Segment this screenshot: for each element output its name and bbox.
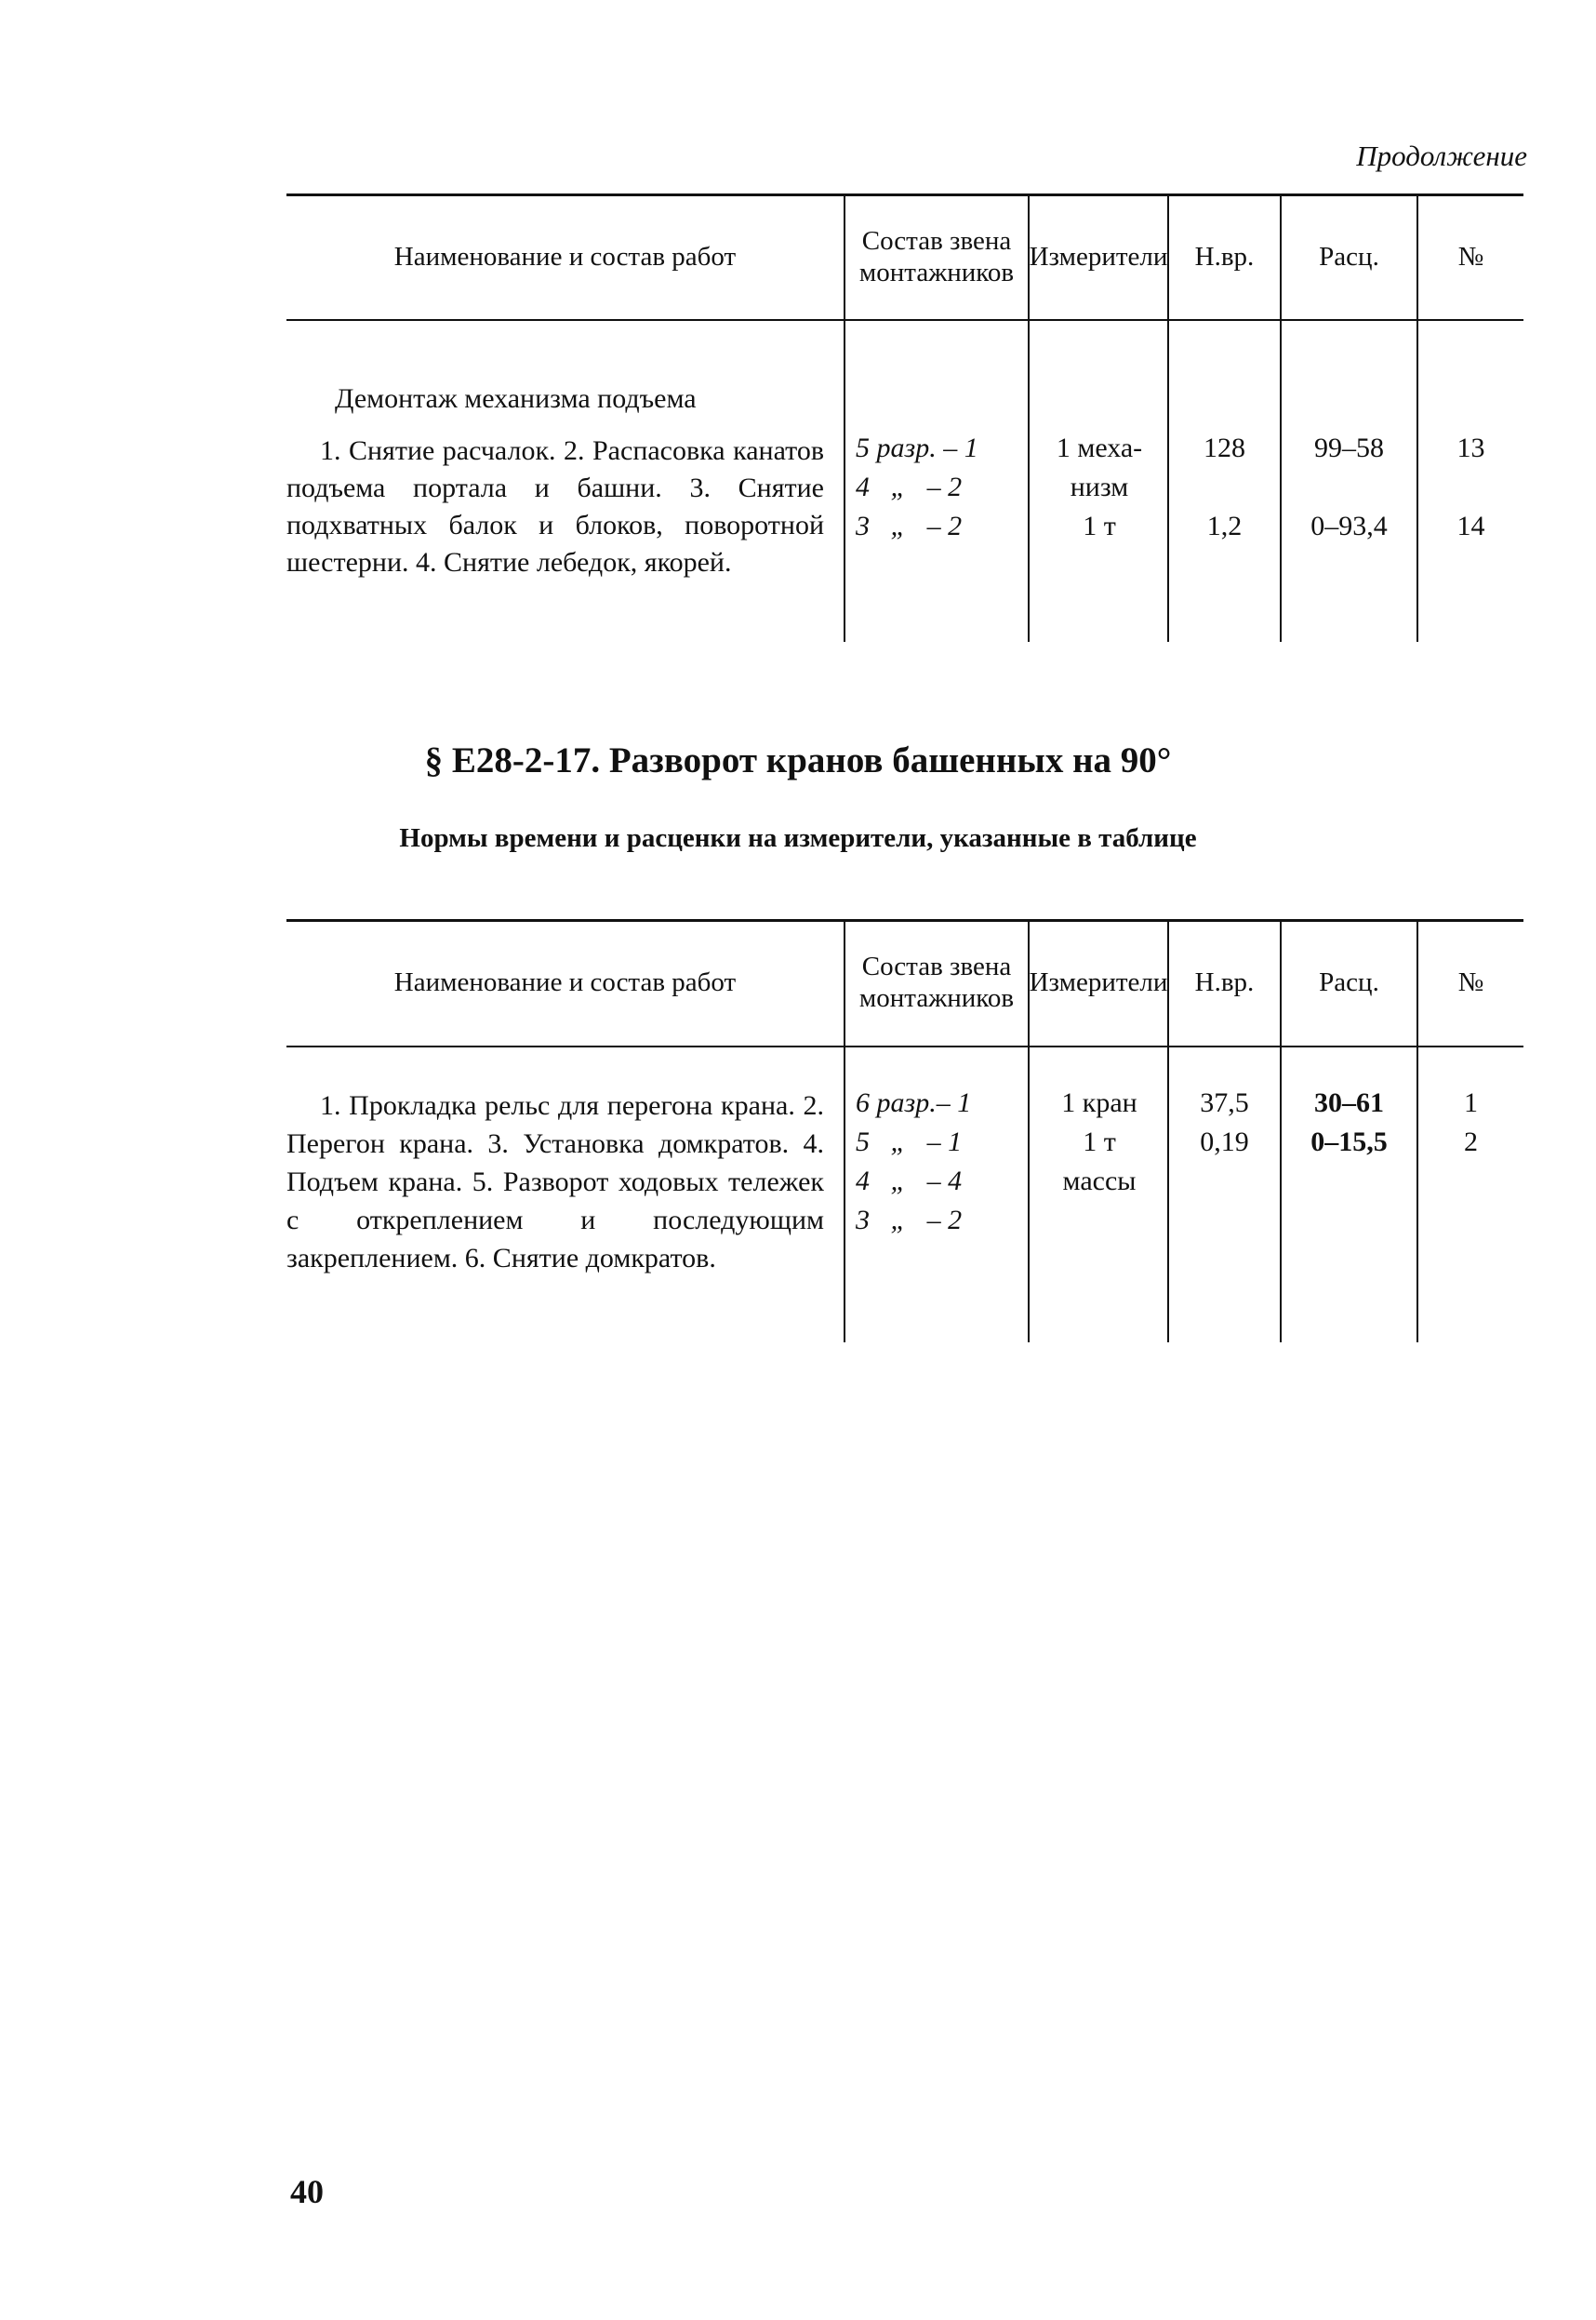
header-crew: Состав звена монтажников [858,225,1015,287]
page-number: 40 [290,2173,324,2210]
work-description: 1. Снятие расчалок. 2. Распасовка канатов подъема портала и башни. 3. Снятие подхватных балок и блоков, поворотной шестерни. 4. Снятие лебедок, якорей. [286,435,824,578]
header-no: № [1457,241,1484,272]
crew-line: 5 разр. – 1 [856,433,978,463]
time-value: 0,19 [1200,1127,1249,1157]
rate-value: 30–61 [1314,1087,1384,1118]
crew-line: 4 „ – 2 [856,472,963,502]
header-units: Измерители [1029,967,1168,997]
row-number: 13 [1456,433,1485,463]
header-no: № [1457,967,1484,997]
time-value: 37,5 [1200,1087,1249,1118]
crew-line: 3 „ – 2 [856,511,963,541]
header-crew: Состав звена монтажников [858,952,1015,1013]
units-line: 1 т [1083,511,1116,541]
header-name: Наименование и состав работ [393,967,737,997]
norms-table [286,919,1523,1342]
crew-line: 3 „ – 2 [856,1205,963,1235]
units-line: 1 кран [1061,1087,1137,1118]
crew-list [856,1084,971,1240]
work-subtitle: Демонтаж механизма подъема [335,383,697,414]
header-time: Н.вр. [1194,241,1255,272]
units-line: 1 т [1083,1127,1116,1157]
rate-value: 99–58 [1314,433,1384,463]
rate-value: 0–15,5 [1310,1127,1388,1157]
continuation-label: Продолжение [1356,140,1527,172]
units-line: 1 меха- [1056,433,1143,463]
units-line: низм [1070,472,1129,502]
header-rate: Расц. [1319,967,1379,997]
crew-line: 5 „ – 1 [856,1127,963,1157]
time-value: 128 [1204,433,1245,463]
rate-value: 0–93,4 [1310,511,1388,541]
units-line: массы [1062,1166,1137,1196]
work-description: 1. Прокладка рельс для перегона крана. 2. Перегон крана. 3. Установка домкратов. 4. Подъем крана. 5. Разворот ходовых тележек с откреплением и последующим закреплением. 6. Снятие домкратов. [286,1090,824,1273]
units-list [1031,429,1167,546]
section-subtitle: Нормы времени и расценки на измерители, указанные в таблице [399,823,1197,853]
time-value: 1,2 [1206,511,1243,541]
header-units: Измерители [1029,241,1168,272]
norms-table-continued [286,193,1523,642]
row-number: 14 [1456,511,1485,541]
header-rate: Расц. [1319,241,1379,272]
crew-list [856,429,978,546]
crew-line: 6 разр.– 1 [856,1087,972,1118]
crew-line: 4 „ – 4 [856,1166,963,1196]
row-number: 2 [1464,1127,1478,1157]
units-list [1031,1084,1167,1201]
header-time: Н.вр. [1194,967,1255,997]
section-title: § Е28-2-17. Разворот кранов башенных на 90° [424,740,1172,780]
header-name: Наименование и состав работ [393,241,737,272]
row-number: 1 [1464,1087,1478,1118]
